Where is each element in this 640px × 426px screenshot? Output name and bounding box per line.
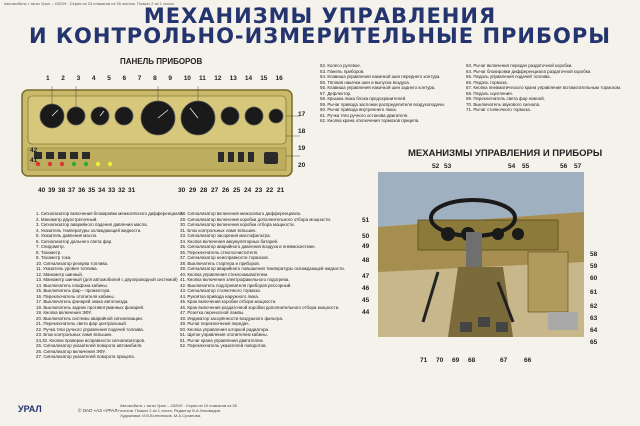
cab-label: 58 <box>590 251 598 258</box>
panel-bottom-label: 30 <box>178 187 186 194</box>
legend-middle-item: 47. Розетка переносной лампы. <box>180 310 245 315</box>
cab-label: 53 <box>444 163 452 170</box>
cab-label: 62 <box>590 303 598 310</box>
panel-bottom-left-label: 36 <box>78 187 86 194</box>
legend-middle-item: 37. Сигнализатор неисправности тормозов. <box>180 255 269 260</box>
legend-left-item: 5. Указатель давления масла. <box>36 233 98 238</box>
panel-bottom-label: 22 <box>266 187 274 194</box>
legend-left-item: 22. Ручка тяги ручного управления подачей топлива. <box>36 326 144 332</box>
legend-right-2-item: 63. Рычаг включения передач раздаточной коробки. <box>466 63 573 68</box>
legend-right-2-item: 71. Рычаг стояночного тормоза. <box>466 107 531 112</box>
panel-top-label: 10 <box>183 75 191 82</box>
legend-middle-item: 38. Выключатель стартера и приборов. <box>180 260 260 266</box>
legend-right-1 <box>320 63 460 124</box>
cab-label: 57 <box>574 163 582 170</box>
panel-bottom-left-label: 33 <box>108 187 116 194</box>
legend-right-2-item: 66. Педаль тормоза. <box>466 79 508 85</box>
instrument-panel-illustration <box>18 80 308 185</box>
cab-label: 66 <box>524 357 532 364</box>
legend-middle-item: 36. Переключатель стеклоочистителя. <box>180 249 259 255</box>
panel-right-label: 18 <box>298 128 306 135</box>
panel-bottom-label: 24 <box>244 187 252 194</box>
legend-right-1-item: 57. Дефлектор. <box>320 90 352 96</box>
panel-top-label: 14 <box>244 75 253 82</box>
legend-right-1-item: 62. Кнопка крана отключения тормозов прицепа. <box>320 118 420 123</box>
panel-top-label: 9 <box>168 75 173 82</box>
panel-bottom-label: 21 <box>277 187 285 194</box>
legend-left-item: 25. Сигнализатор указателей поворота автомобиля. <box>36 343 143 348</box>
cab-label: 68 <box>468 357 476 364</box>
cab-label: 69 <box>452 357 460 364</box>
legend-left-item: 23. Блок контрольных ламп вспышек. <box>36 332 113 337</box>
legend-middle-item: 41. Кнопка включения электрофакельного подогрева. <box>180 277 290 282</box>
legend-right-1-item: 53. Панель приборов. <box>320 68 365 74</box>
cab-label: 64 <box>590 327 598 334</box>
legend-middle-item: 51. Щиток управления отопителем кабины. <box>180 332 268 337</box>
cab-label: 56 <box>560 163 568 170</box>
panel-bottom-left-label: 35 <box>88 187 96 194</box>
panel-top-label: 2 <box>61 75 65 82</box>
legend-middle-item: 30. Сигнализатор включения коробки отбора мощности. <box>180 222 295 227</box>
legend-middle-item: 28. Сигнализатор включения межосевого дифференциала. <box>180 211 302 216</box>
legend-left-item: 3. Сигнализатор аварийного падения давления масла. <box>36 222 148 227</box>
legend-middle-item: 50. Кнопка управления шторкой радиатора. <box>180 326 270 332</box>
section-cab-title: МЕХАНИЗМЫ УПРАВЛЕНИЯ И ПРИБОРЫ <box>408 148 603 159</box>
panel-top-label: 3 <box>76 75 81 82</box>
legend-left-item: 12. Манометр шинный. <box>36 271 83 277</box>
legend-right-2 <box>466 63 622 113</box>
panel-top-label: 8 <box>153 75 157 82</box>
panel-bottom-left-label: 34 <box>98 187 106 194</box>
legend-right-1-item: 55. Тяговая накачки шин и выпуска воздуха. <box>320 79 410 85</box>
cab-label: 65 <box>590 339 598 346</box>
panel-right-label: 20 <box>298 162 306 169</box>
panel-bottom-left-label: 32 <box>118 187 126 194</box>
legend-middle-item: 35. Сигнализатор аварийного давления воздуха в пневмосистеме. <box>180 244 316 249</box>
panel-top-label: 6 <box>122 75 127 82</box>
legend-left-item: 11. Указатель уровня топлива. <box>36 266 98 271</box>
legend-left-item: 13. Манометр шинный (для автомобилей с двухпроводной системой) <box>36 277 178 282</box>
panel-top-label: 5 <box>107 75 111 82</box>
title-line-2: И КОНТРОЛЬНО-ИЗМЕРИТЕЛЬНЫЕ ПРИБОРЫ <box>29 24 611 48</box>
panel-bottom-left-label: 39 <box>48 187 56 194</box>
legend-middle-item: 45. Кран включения коробки отбора мощности. <box>180 299 277 304</box>
legend-right-1-item: 59. Рычаг привода заслонки распределителя воздухоподачи. <box>320 101 445 107</box>
panel-bottom-label: 26 <box>222 187 230 194</box>
legend-left-item: 14. Выключатель плафона кабины. <box>36 282 108 288</box>
panel-bottom-label: 27 <box>211 187 219 194</box>
legend-left-item: 17. Выключатель фонарей знака автопоезда. <box>36 299 129 304</box>
cab-label: 44 <box>362 309 370 316</box>
legend-middle-item: 44. Рукоятка привода наружного люка. <box>180 293 260 299</box>
legend-right-1-item: 52. Колесо рулевое. <box>320 63 362 68</box>
cab-label: 59 <box>590 263 598 270</box>
panel-bottom-label: 28 <box>200 187 208 194</box>
legend-right-1-item: 60. Рычаг привода внутреннего люка. <box>320 107 397 112</box>
legend-left <box>36 211 184 360</box>
legend-right-1-item: 54. Клавиша управления накачкой шин переднего контура. <box>320 74 441 79</box>
panel-top-label: 7 <box>137 75 142 82</box>
legend-left-item: 4. Указатель температуры охлаждающей жидкости. <box>36 227 142 233</box>
cab-label: 71 <box>420 357 428 364</box>
legend-right-2-item: 69. Переключатель света фар ножной. <box>466 96 545 101</box>
legend-left-item: 20. Выключатель системы аварийной сигнализации. <box>36 315 144 321</box>
cab-label: 52 <box>432 163 440 170</box>
legend-middle-item: 33. Сигнализатор засорения маслофильтра. <box>180 233 271 238</box>
legend-left-item: 7. Спидометр. <box>36 244 65 249</box>
cab-label: 54 <box>508 163 516 170</box>
legend-right-1-item: 56. Клавиша управления накачкой шин заднего контура. <box>320 85 436 90</box>
legend-middle-item: 29. Сигнализатор включения коробки дополнительного отбора мощности. <box>180 216 332 222</box>
legend-middle-item: 34. Кнопка включения аккумуляторных батарей. <box>180 238 279 244</box>
cab-label: 47 <box>362 273 370 280</box>
cab-label: 46 <box>362 285 370 292</box>
panel-bottom-left-label: 37 <box>68 187 76 194</box>
legend-middle-item: 49. Рычаг переключения передач. <box>180 321 250 326</box>
panel-bottom-label: 29 <box>189 187 197 194</box>
cab-label: 60 <box>590 275 598 282</box>
legend-middle-item: 39. Сигнализатор аварийного повышения температуры охлаждающей жидкости. <box>180 266 345 271</box>
legend-right-2-item: 67. Кнопка пневматического крана управления вспомогательным тормозом. <box>466 85 622 90</box>
cab-label: 50 <box>362 233 370 240</box>
legend-left-item: 2. Манометр двухстрелочный. <box>36 216 98 222</box>
panel-left-label: 42 <box>30 147 38 154</box>
panel-top-label: 11 <box>199 75 206 82</box>
panel-bottom-left-label: 31 <box>128 187 136 194</box>
panel-bottom-left-label: 38 <box>58 187 66 194</box>
panel-left-label: 41 <box>30 157 38 164</box>
legend-right-1-item: 61. Ручка тяги ручного останова двигателя. <box>320 112 409 118</box>
legend-left-item: 19. Кнопка включения ЭФУ. <box>36 310 92 315</box>
legend-left-item: 18. Выключатель задних противотуманных фонарей. <box>36 304 145 310</box>
cab-controls-illustration <box>378 172 584 337</box>
legend-middle-item: 51. Рычаг крана управления двигателем. <box>180 337 264 343</box>
legend-left-item: 24,32. Кнопки проверки исправности сигнализаторов. <box>36 337 146 343</box>
cab-label: 55 <box>522 163 530 170</box>
cab-label: 67 <box>500 357 508 364</box>
legend-left-item: 27. Сигнализатор указателей поворота прицепа. <box>36 354 135 359</box>
cab-label: 70 <box>436 357 444 364</box>
panel-top-label: 4 <box>91 75 96 82</box>
panel-top-label: 16 <box>275 75 283 82</box>
panel-right-label: 17 <box>298 111 306 118</box>
panel-bottom-label: 25 <box>233 187 241 194</box>
legend-middle-item: 42. Выключатель подогревателя приборов рессорный. <box>180 282 292 288</box>
legend-left-item: 15. Выключатель фар – прожектора. <box>36 288 111 293</box>
legend-right-2-item: 70. Выключатель звукового сигнала. <box>466 101 541 107</box>
legend-left-item: 6. Сигнализатор дальнего света фар. <box>36 238 113 244</box>
cab-label: 61 <box>590 289 598 296</box>
footer-copyright: © ОАО «АЗ «УРАЛ» <box>78 408 120 413</box>
panel-top-label: 1 <box>46 75 50 82</box>
cab-label: 45 <box>362 297 370 304</box>
legend-middle-item: 52. Переключатель указателей поворотов. <box>180 343 267 348</box>
panel-top-label: 15 <box>260 75 268 82</box>
panel-bottom-label: 23 <box>255 187 263 194</box>
legend-right-2-item: 65. Педаль управления подачей топлива. <box>466 74 551 79</box>
legend-middle-item: 31. Блок контрольных ламп вспышек. <box>180 227 257 233</box>
cab-label: 51 <box>362 217 370 224</box>
legend-right-2-item: 68. Педаль сцепления. <box>466 90 513 96</box>
footer-note: Автомобиль • тягач Урал – 4320Н . Серия из 10 плакатов из 35 листов. Плакат 2 из 1 листа. Редактор В.А.Лиховидов. Художники: И.В.Колесников, М.А.Суханова. <box>120 403 237 418</box>
panel-top-label: 12 <box>214 75 222 82</box>
legend-middle-item: 40. Кнопка управления стеклоомывателем. <box>180 271 269 277</box>
legend-left-item: 1. Сигнализатор включения блокировки межколёсного дифференциала. <box>36 211 184 216</box>
legend-left-item: 10. Сигнализатор резерва топлива. <box>36 260 109 266</box>
header-note: Автомобиль • тягач Урал – 4320Н . Серия из 23 плакатов из 35 листов. Плакат 2 из 1 листа. <box>4 1 175 6</box>
cab-label: 49 <box>362 243 370 250</box>
legend-middle-item: 48. Индикатор засорённости воздушного фильтра. <box>180 315 284 321</box>
legend-left-item: 9. Тахометр тока. <box>36 255 72 260</box>
cab-label: 48 <box>362 257 370 264</box>
section-panel-title: ПАНЕЛЬ ПРИБОРОВ <box>120 57 203 66</box>
legend-middle-item: 43. Сигнализатор стояночного тормоза. <box>180 288 261 293</box>
panel-right-label: 19 <box>298 145 306 152</box>
legend-left-item: 8. Тахометр. <box>36 249 62 255</box>
cab-label: 63 <box>590 315 598 322</box>
brand-logo: УРАЛ <box>18 404 42 414</box>
legend-middle <box>180 211 345 349</box>
panel-bottom-left-label: 40 <box>38 187 46 194</box>
legend-right-1-item: 58. Крышка люка блока предохранителей. <box>320 96 407 101</box>
legend-right-2-item: 64. Рычаг блокировки дифференциала раздаточной коробки. <box>466 68 592 74</box>
legend-left-item: 26. Сигнализатор включения ЭФУ. <box>36 348 106 354</box>
legend-left-item: 16. Переключатель отопителя кабины. <box>36 293 115 299</box>
legend-middle-item: 46. Кран включения раздаточной коробки дополнительного отбора мощности. <box>180 304 340 310</box>
title-line-1: МЕХАНИЗМЫ УПРАВЛЕНИЯ <box>143 4 497 28</box>
legend-left-item: 21. Переключатель света фар центральный. <box>36 321 127 326</box>
panel-top-label: 13 <box>229 75 237 82</box>
